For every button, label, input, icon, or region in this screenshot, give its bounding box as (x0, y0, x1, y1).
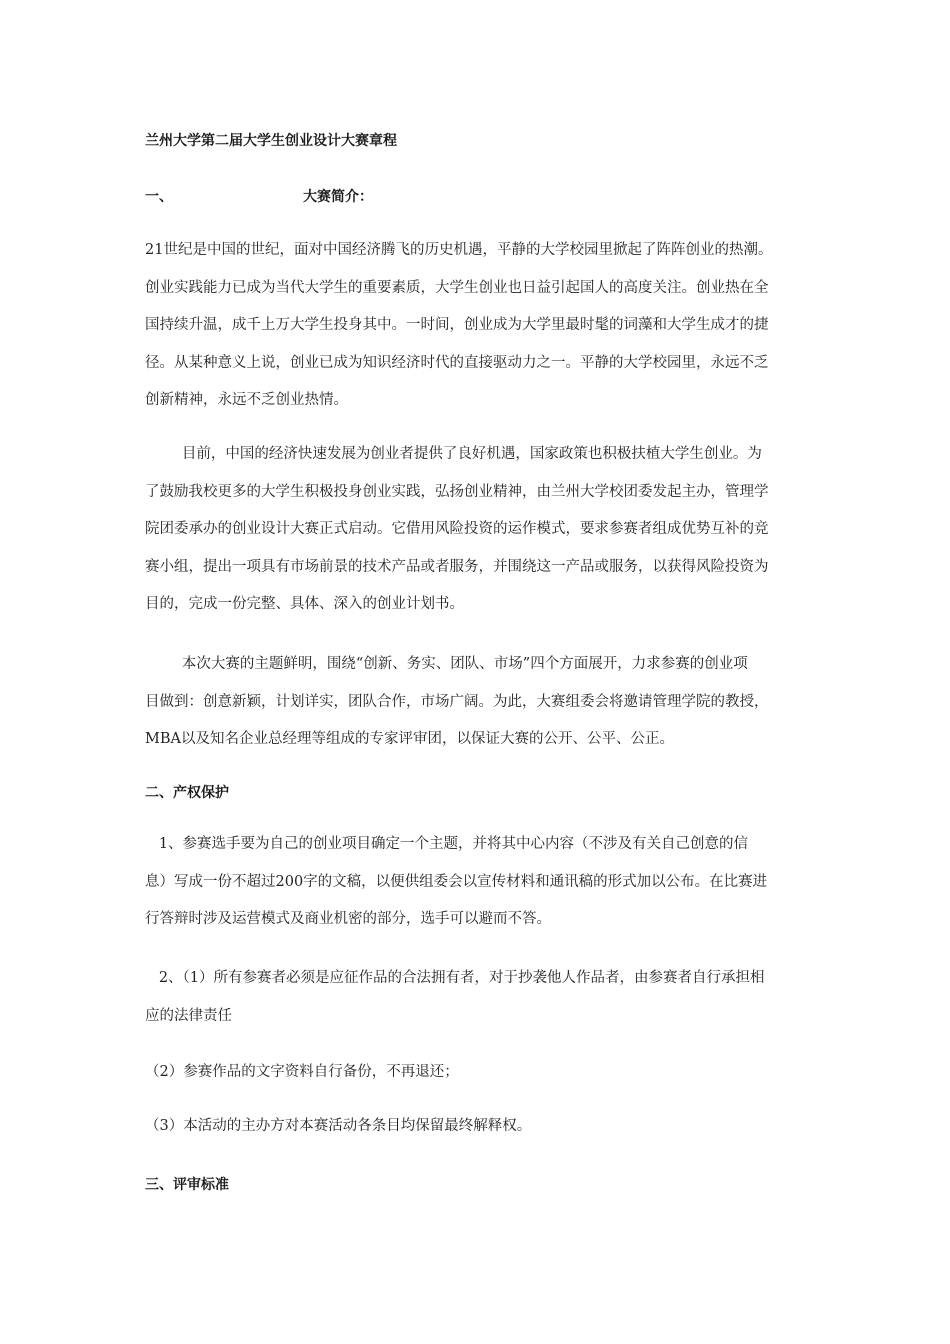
text-line: 行答辩时涉及运营模式及商业机密的部分，选手可以避而不答。 (145, 911, 551, 927)
text-line: 应的法律责任 (145, 1007, 232, 1024)
paragraph-ip-2 (145, 960, 807, 1035)
text-line: （2）参赛作品的文字资料自行备份，不再退还； (145, 1064, 459, 1080)
text-line: 国持续升温，成千上万大学生投身其中。一时间，创业成为大学里最时髦的词藻和大学生成才的捷 (145, 317, 769, 333)
document-title: 兰州大学第二届大学生创业设计大赛章程 (145, 133, 397, 149)
text-line: 1、参赛选手要为自己的创业项目确定一个主题，并将其中心内容（不涉及有关自己创意的信 (145, 836, 749, 852)
paragraph-intro-3 (145, 646, 807, 759)
paragraph-ip-4 (145, 1108, 807, 1146)
text-line: MBA以及知名企业总经理等组成的专家评审团，以保证大赛的公开、公平、公正。 (145, 731, 674, 747)
text-line: 21世纪是中国的世纪，面对中国经济腾飞的历史机遇，平静的大学校园里掀起了阵阵创业的热潮。 (145, 242, 773, 258)
text-line: 院团委承办的创业设计大赛正式启动。它借用风险投资的运作模式，要求参赛者组成优势互补的竞 (145, 521, 769, 537)
text-line: 2、（1）所有参赛者必须是应征作品的合法拥有者，对于抄袭他人作品者，由参赛者自行承担相 (145, 970, 765, 986)
text-line: 创新精神，永远不乏创业热情。 (145, 392, 348, 408)
paragraph-ip-3 (145, 1054, 807, 1092)
text-line: 息）写成一份不超过200字的文稿，以便供组委会以宣传材料和通讯稿的形式加以公布。在比赛进 (145, 873, 768, 890)
paragraph-intro-2 (145, 436, 807, 624)
text-line: （3）本活动的主办方对本赛活动各条目均保留最终解释权。 (145, 1118, 532, 1134)
paragraph-ip-1 (145, 826, 807, 939)
text-line: 了鼓励我校更多的大学生积极投身创业实践，弘扬创业精神，由兰州大学校团委发起主办，管理学 (145, 483, 769, 500)
text-line: 创业实践能力已成为当代大学生的重要素质，大学生创业也日益引起国人的高度关注。创业热在全 (145, 279, 769, 296)
text-line: 径。从某种意义上说，创业已成为知识经济时代的直接驱动力之一。平静的大学校园里，永远不乏 (145, 354, 769, 371)
text-line: 目的，完成一份完整、具体、深入的创业计划书。 (145, 596, 464, 612)
paragraph-intro-1 (145, 232, 807, 420)
section-heading-ip: 二、产权保护 (145, 785, 229, 801)
text-line: 本次大赛的主题鲜明，围绕“创新、务实、团队、市场”四个方面展开，力求参赛的创业项 (145, 656, 748, 672)
text-line: 目做到：创意新颖，计划详实，团队合作，市场广阔。为此，大赛组委会将邀请管理学院的教授， (145, 693, 769, 710)
section-heading-intro (145, 186, 373, 206)
text-line: 目前，中国的经济快速发展为创业者提供了良好机遇，国家政策也积极扶植大学生创业。为 (145, 446, 762, 462)
section-title: 大赛简介： (303, 189, 373, 205)
section-number: 一、 (145, 189, 173, 205)
section-heading-criteria: 三、评审标准 (145, 1177, 229, 1193)
text-line: 赛小组，提出一项具有市场前景的技术产品或者服务，并围绕这一产品或服务，以获得风险投资为 (145, 558, 769, 575)
